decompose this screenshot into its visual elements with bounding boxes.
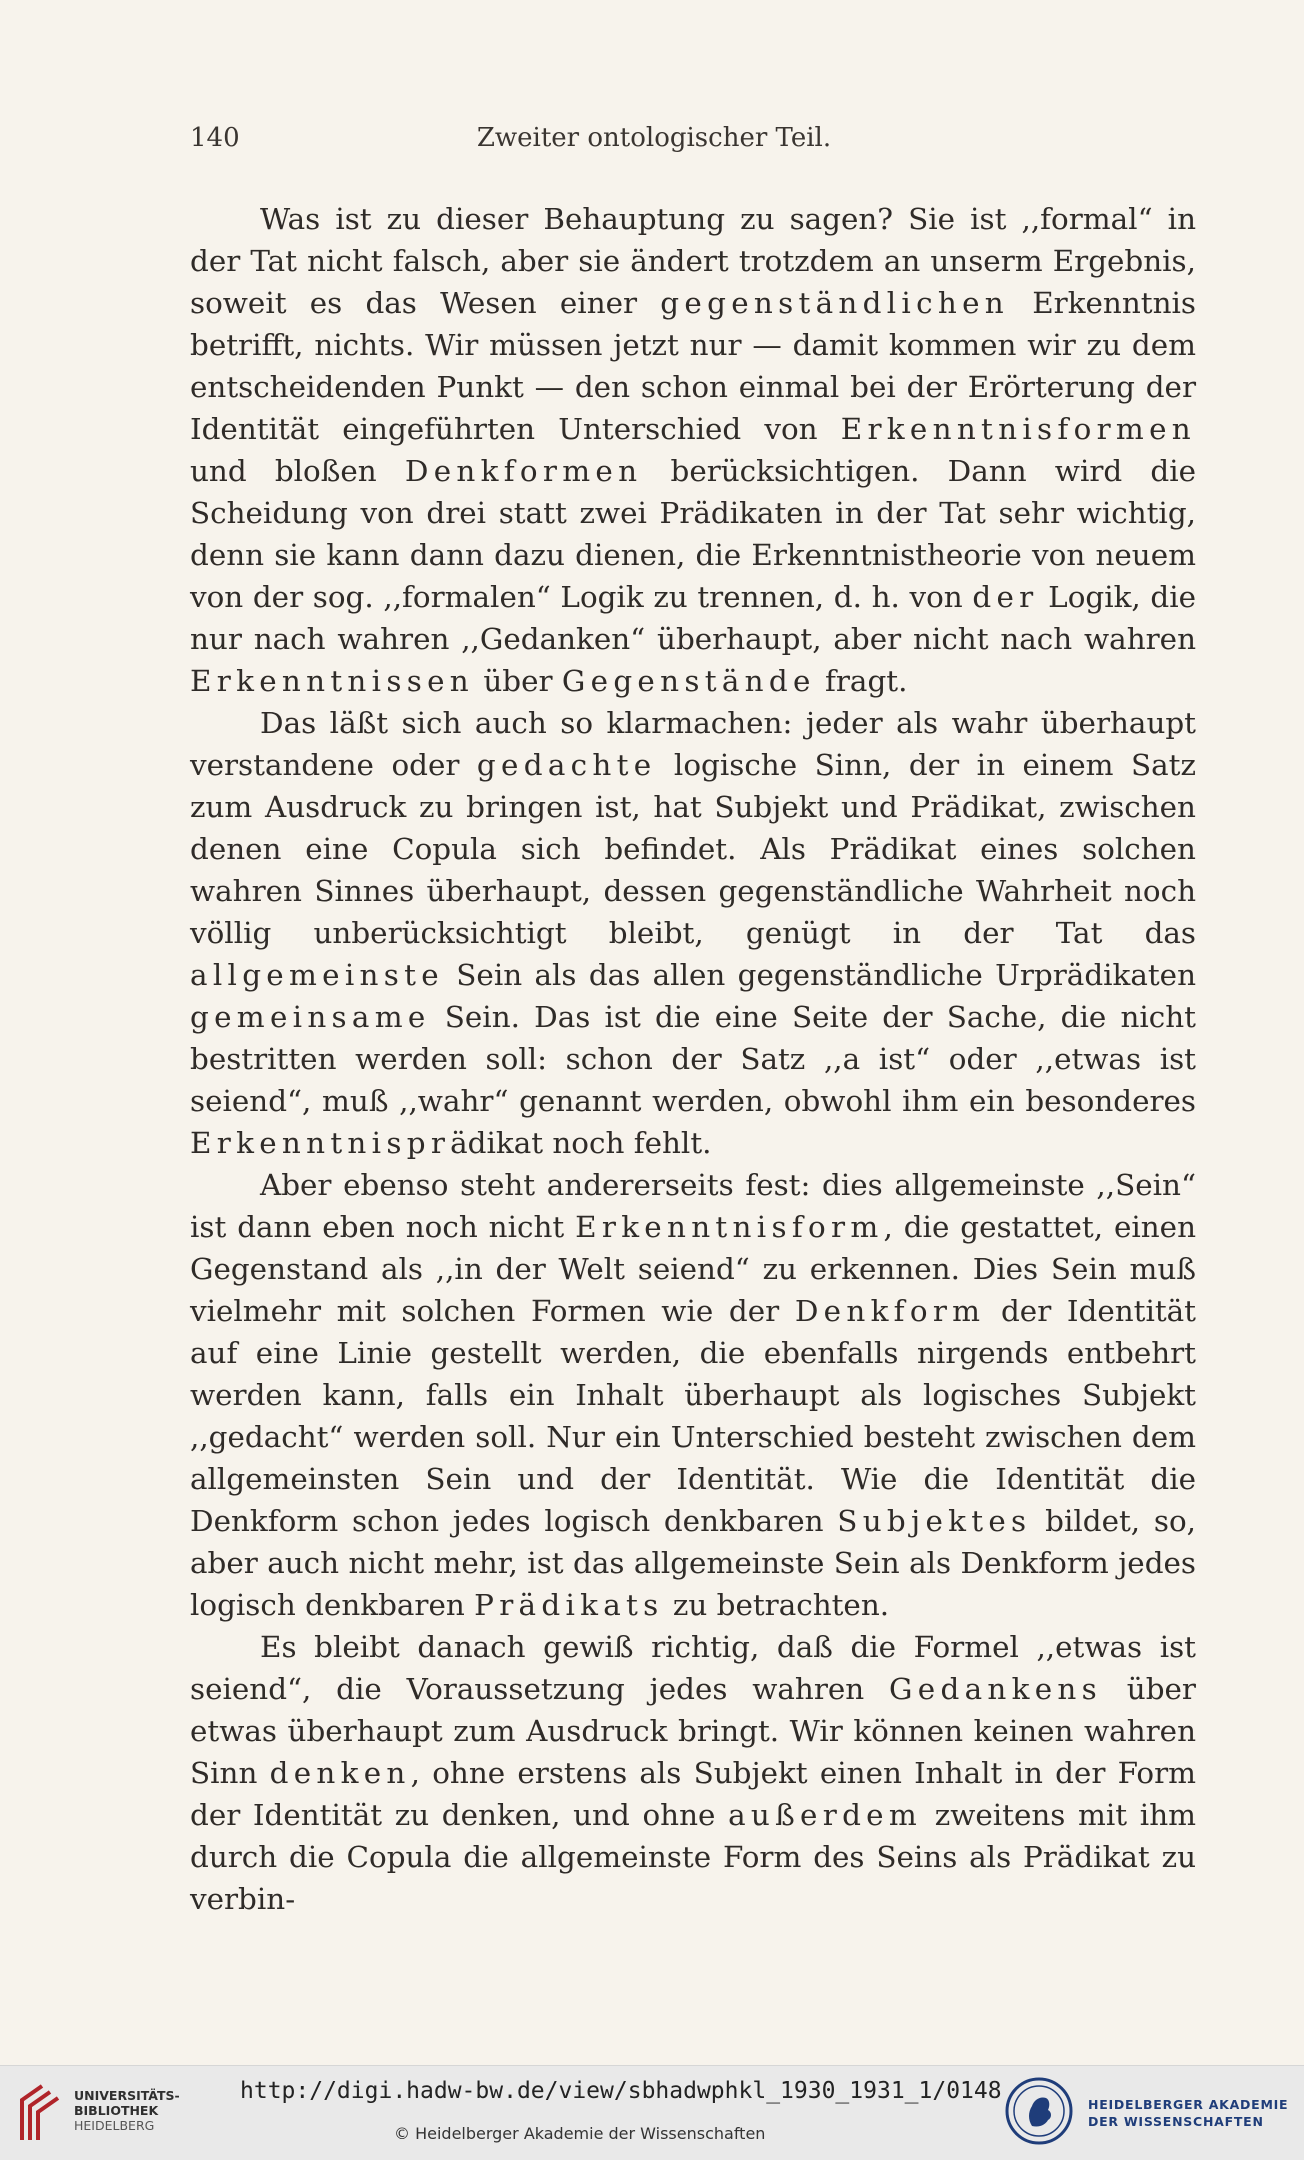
text-run: , die gestattet, einen Gegenstand als ,,in der Welt seiend“ zu erkennen. Dies Sein muß vielmehr mit solchen Formen wie der (190, 1210, 1196, 1328)
library-name-line: HEIDELBERG (74, 2118, 155, 2133)
paragraph (190, 702, 1196, 1164)
text-run: der Identität auf eine Linie gestellt werden, die ebenfalls nirgends entbehrt werden kann, falls ein Inhalt überhaupt als logisches Subjekt ,,gedacht“ werden soll. Nur ein Unterschied besteht zwischen dem allgemeinsten Sein und der Identität. Wie die Identität die Denkform schon jedes logisch denkbaren (190, 1294, 1196, 1538)
running-head (190, 118, 1118, 158)
library-name (74, 2088, 180, 2133)
text-run: zweitens mit ihm durch die Copula die allgemeinste Form des Seins als Prädikat zu verbin- (190, 1798, 1196, 1916)
text-run: berücksichtigen. Dann wird die Scheidung von drei statt zwei Prädikaten in der Tat sehr wichtig, denn sie kann dann dazu dienen, die Erkenntnistheorie von neuem von der sog. ,,formalen“ Logik zu trennen, d. h. von (190, 454, 1196, 614)
text-run: Das läßt sich auch so klarmachen: jeder als wahr überhaupt verstandene oder (190, 706, 1196, 782)
spaced-emphasis: Gegenstände (561, 664, 816, 698)
spaced-emphasis: Gedankens (889, 1672, 1102, 1706)
academy-name (1088, 2096, 1288, 2130)
permalink-url[interactable]: http://digi.hadw-bw.de/view/sbhadwphkl_1930_1931_1/0148 (240, 2078, 1002, 2104)
spaced-emphasis: außerdem (728, 1798, 923, 1832)
text-run: logische Sinn, der in einem Satz zum Ausdruck zu bringen ist, hat Subjekt und Prädikat, zwischen denen eine Copula sich befindet. Als Prädikat eines solchen wahren Sinnes überhaupt, dessen gegenständliche Wahrheit noch völlig unberücksichtigt bleibt, genügt in der Tat das (190, 748, 1196, 950)
text-run: Sein als das allen gegenständliche Urprädikaten (443, 958, 1196, 992)
spaced-emphasis: Denkformen (404, 454, 643, 488)
academy-logo[interactable] (1004, 2076, 1294, 2150)
text-run: Es bleibt danach gewiß richtig, daß die Formel ,,etwas ist seiend“, die Voraussetzung jedes wahren (190, 1630, 1196, 1706)
page-number: 140 (190, 123, 240, 153)
spaced-emphasis: allgemeinste (190, 958, 444, 992)
academy-name-line: HEIDELBERGER AKADEMIE (1088, 2097, 1289, 2112)
text-run: und bloßen (190, 454, 405, 488)
copyright-notice: © Heidelberger Akademie der Wissenschaften (394, 2124, 766, 2143)
university-library-logo[interactable] (12, 2080, 182, 2146)
library-name-line: BIBLIOTHEK (74, 2103, 159, 2118)
spaced-emphasis: Erkenntnispr (190, 1126, 451, 1160)
text-run: , ohne erstens als Subjekt einen Inhalt in der Form der Identität zu denken, und ohne (190, 1756, 1196, 1832)
spaced-emphasis: Subjektes (837, 1504, 1032, 1538)
library-logo-icon (12, 2082, 64, 2144)
spaced-emphasis: Erkenntnisform (575, 1210, 884, 1244)
text-run: Was ist zu dieser Behauptung zu sagen? Sie ist ,,formal“ in der Tat nicht falsch, aber sie ändert trotzdem an unserm Ergebnis, soweit es das Wesen einer (190, 202, 1196, 320)
text-run: Logik, die nur nach wahren ,,Gedanken“ überhaupt, aber nicht nach wahren (190, 580, 1197, 656)
spaced-emphasis: Denkform (794, 1294, 986, 1328)
spaced-emphasis: Prädikats (474, 1588, 664, 1622)
spaced-emphasis: gemeinsame (190, 1000, 431, 1034)
spaced-emphasis: der (972, 580, 1039, 614)
text-run: über (474, 664, 562, 698)
spaced-emphasis: Erkenntnisformen (840, 412, 1196, 446)
text-run: ädikat noch fehlt. (450, 1126, 712, 1160)
spaced-emphasis: denken (269, 1756, 411, 1790)
academy-name-line: DER WISSENSCHAFTEN (1088, 2114, 1264, 2129)
paragraph (190, 198, 1196, 702)
text-run: Erkenntnis betrifft, nichts. Wir müssen jetzt nur — damit kommen wir zu dem entscheidenden Punkt — den schon einmal bei der Erörterung der Identität eingeführten Unterschied von (190, 286, 1196, 446)
text-run: bildet, so, aber auch nicht mehr, ist das allgemeinste Sein als Denkform jedes logisch denkbaren (190, 1504, 1196, 1622)
paragraph (190, 1164, 1196, 1626)
running-title: Zweiter ontologischer Teil. (476, 123, 832, 153)
text-run: über etwas überhaupt zum Ausdruck bringt. Wir können keinen wahren Sinn (190, 1672, 1196, 1790)
spaced-emphasis: gedachte (476, 748, 657, 782)
body-text (190, 198, 1196, 1920)
spaced-emphasis: gegenständlichen (660, 286, 1009, 320)
academy-seal-icon (1004, 2076, 1074, 2146)
text-run: zu betrachten. (663, 1588, 890, 1622)
spaced-emphasis: Erkenntnissen (190, 664, 474, 698)
text-run: Aber ebenso steht andererseits fest: dies allgemeinste ,,Sein“ ist dann eben noch nicht (190, 1168, 1196, 1244)
text-run: Sein. Das ist die eine Seite der Sache, die nicht bestritten werden soll: schon der Satz ,,a ist“ oder ,,etwas ist seiend“, muß ,,wahr“ genannt werden, obwohl ihm ein besonderes (190, 1000, 1196, 1118)
footer-bar (0, 2065, 1304, 2160)
text-run: fragt. (815, 664, 908, 698)
library-name-line: UNIVERSITÄTS- (74, 2088, 180, 2103)
paragraph (190, 1626, 1196, 1920)
